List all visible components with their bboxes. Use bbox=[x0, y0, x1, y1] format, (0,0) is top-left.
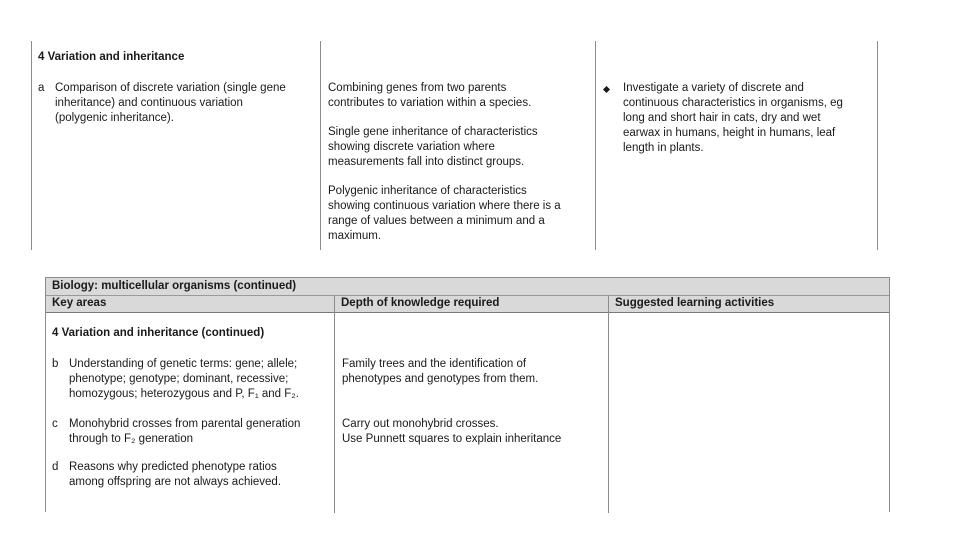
depth-c bbox=[342, 417, 561, 447]
continued-table bbox=[45, 277, 890, 512]
key-area-b bbox=[69, 357, 299, 402]
item-letter-d: d bbox=[52, 461, 59, 473]
table1-left-border bbox=[31, 41, 32, 250]
depth-line: maximum. bbox=[328, 230, 382, 242]
item-letter-c: c bbox=[52, 418, 58, 430]
key-area-a bbox=[55, 81, 286, 126]
table2-col-divider-2 bbox=[608, 295, 609, 513]
table-title: Biology: multicellular organisms (continued) bbox=[52, 280, 297, 292]
key-area-a-line: inheritance) and continuous variation bbox=[55, 97, 243, 109]
depth-line: showing discrete variation where bbox=[328, 141, 495, 153]
depth-line: Single gene inheritance of characteristics bbox=[328, 126, 538, 138]
depth-line: contributes to variation within a species. bbox=[328, 97, 532, 109]
key-area-d bbox=[69, 460, 281, 490]
depth-line: showing continuous variation where there is a bbox=[328, 200, 561, 212]
activity-line: continuous characteristics in organisms, eg bbox=[623, 97, 843, 109]
column-header-depth: Depth of knowledge required bbox=[341, 297, 500, 309]
key-line: phenotype; genotype; dominant, recessive; bbox=[69, 373, 289, 385]
section-title: 4 Variation and inheritance bbox=[38, 51, 185, 63]
depth-line: range of values between a minimum and a bbox=[328, 215, 545, 227]
activity-line: earwax in humans, height in humans, leaf bbox=[623, 127, 836, 139]
key-line: Understanding of genetic terms: gene; allele; bbox=[69, 358, 298, 370]
depth-para-1 bbox=[328, 81, 531, 111]
key-area-a-line: (polygenic inheritance). bbox=[55, 112, 174, 124]
depth-b bbox=[342, 357, 538, 387]
table1-col-divider-1 bbox=[320, 41, 321, 250]
depth-line: Combining genes from two parents bbox=[328, 82, 507, 94]
activity-line: Investigate a variety of discrete and bbox=[623, 82, 804, 94]
depth-line: Carry out monohybrid crosses. bbox=[342, 418, 499, 430]
depth-line: Use Punnett squares to explain inheritance bbox=[342, 433, 562, 445]
diamond-bullet-icon bbox=[603, 86, 610, 93]
key-line: among offspring are not always achieved. bbox=[69, 476, 282, 488]
item-letter-a: a bbox=[38, 82, 45, 94]
depth-line: Family trees and the identification of bbox=[342, 358, 527, 370]
key-line: through to F₂ generation bbox=[69, 433, 194, 445]
table2-col-divider-1 bbox=[334, 295, 335, 513]
key-area-c bbox=[69, 417, 300, 447]
column-header-key-areas: Key areas bbox=[52, 297, 107, 309]
depth-line: Polygenic inheritance of characteristics bbox=[328, 185, 527, 197]
key-area-a-line: Comparison of discrete variation (single gene bbox=[55, 82, 286, 94]
table-header bbox=[46, 278, 889, 313]
column-header-activities: Suggested learning activities bbox=[615, 297, 775, 309]
item-letter-b: b bbox=[52, 358, 59, 370]
depth-line: measurements fall into distinct groups. bbox=[328, 156, 525, 168]
activity-text bbox=[623, 81, 843, 156]
table1-right-border bbox=[877, 41, 878, 250]
depth-para-2 bbox=[328, 125, 538, 170]
table1-col-divider-2 bbox=[595, 41, 596, 250]
depth-line: phenotypes and genotypes from them. bbox=[342, 373, 539, 385]
section-title-continued: 4 Variation and inheritance (continued) bbox=[52, 327, 265, 339]
key-line: homozygous; heterozygous and P, F₁ and F₂. bbox=[69, 388, 299, 400]
depth-para-3 bbox=[328, 184, 561, 244]
activity-line: length in plants. bbox=[623, 142, 704, 154]
activity-line: long and short hair in cats, dry and wet bbox=[623, 112, 821, 124]
key-line: Monohybrid crosses from parental generation bbox=[69, 418, 301, 430]
key-line: Reasons why predicted phenotype ratios bbox=[69, 461, 277, 473]
